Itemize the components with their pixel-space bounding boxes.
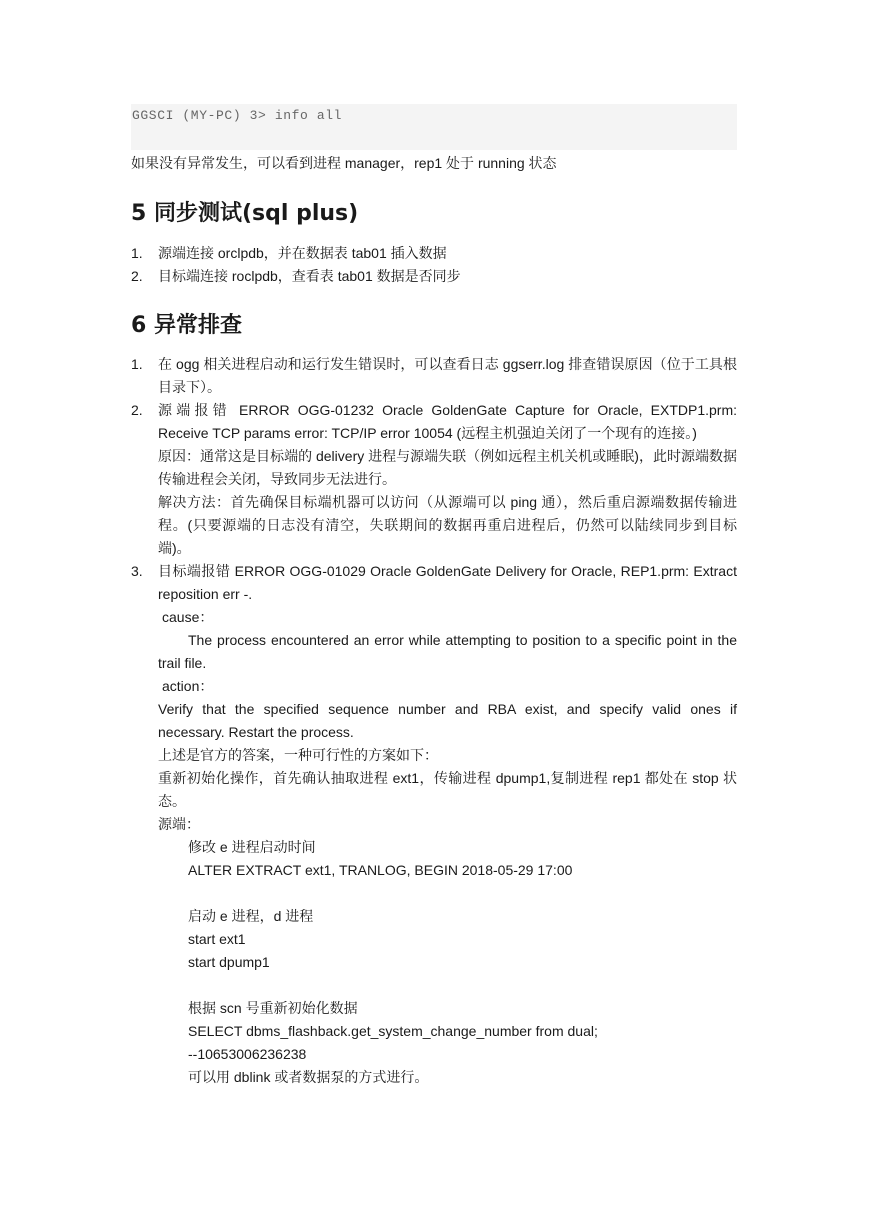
error-reason: 原因：通常这是目标端的 delivery 进程与源端失联（例如远程主机关机或睡眠)，此时源端数据传输进程会关闭，导致同步无法进行。 <box>158 448 737 487</box>
error-message: 源端报错 ERROR OGG-01232 Oracle GoldenGate Capture for Oracle, EXTDP1.prm: Receive TCP params error: TCP/IP error 10054 (远程主机强迫关闭了一个现有的连接。) <box>158 402 737 441</box>
list-item <box>131 399 737 560</box>
command-line: start dpump1 <box>188 954 270 970</box>
scn-value: --10653006236238 <box>188 1046 307 1062</box>
blank-line <box>188 882 737 905</box>
list-item-text: 目标端连接 roclpdb，查看表 tab01 数据是否同步 <box>158 268 461 284</box>
list-item <box>131 560 737 1089</box>
cause-text: The process encountered an error while attempting to position to a specific point in the trail file. <box>158 632 737 671</box>
reinit-text: 重新初始化操作，首先确认抽取进程 ext1，传输进程 dpump1,复制进程 rep1 都处在 stop 状态。 <box>158 770 737 809</box>
list-item-text: 源端连接 orclpdb，并在数据表 tab01 插入数据 <box>158 245 447 261</box>
dblink-note: 可以用 dblink 或者数据泵的方式进行。 <box>188 1069 429 1085</box>
command-line: ALTER EXTRACT ext1, TRANLOG, BEGIN 2018-05-29 17:00 <box>188 862 573 878</box>
troubleshooting-list <box>131 353 737 1089</box>
section-heading-troubleshooting: 6 异常排查 <box>131 313 242 338</box>
section-heading-sync-test: 5 同步测试(sql plus) <box>131 201 359 226</box>
list-item-text: 在 ogg 相关进程启动和运行发生错误时，可以查看日志 ggserr.log 排查错误原因（位于工具根目录下）。 <box>158 356 737 395</box>
cause-label: cause： <box>162 609 214 625</box>
list-item <box>131 265 737 288</box>
official-note: 上述是官方的答案，一种可行性的方案如下： <box>158 747 438 763</box>
list-number: 2. <box>131 268 143 284</box>
source-steps <box>158 836 737 1089</box>
step-title: 根据 scn 号重新初始化数据 <box>188 1000 358 1016</box>
list-number: 3. <box>131 563 143 579</box>
intro-paragraph: 如果没有异常发生，可以看到进程 manager，rep1 处于 running 状态 <box>131 155 557 171</box>
code-line: GGSCI (MY-PC) 3> info all <box>132 108 343 123</box>
sync-test-list <box>131 242 737 288</box>
action-label: action： <box>162 678 214 694</box>
error-solution: 解决方法：首先确保目标端机器可以访问（从源端可以 ping 通），然后重启源端数据传输进程。(只要源端的日志没有清空，失联期间的数据再重启进程后，仍然可以陆续同步到目标端)。 <box>158 494 737 556</box>
error-message: 目标端报错 ERROR OGG-01029 Oracle GoldenGate Delivery for Oracle, REP1.prm: Extract reposition err -. <box>158 563 737 602</box>
list-item <box>131 242 737 265</box>
list-number: 1. <box>131 356 143 372</box>
list-number: 2. <box>131 402 143 418</box>
action-text: Verify that the specified sequence number and RBA exist, and specify valid ones if necessary. Restart the process. <box>158 701 737 740</box>
step-title: 启动 e 进程，d 进程 <box>188 908 314 924</box>
step-title: 修改 e 进程启动时间 <box>188 839 316 855</box>
source-label: 源端： <box>158 816 200 832</box>
code-block <box>131 104 737 150</box>
command-line: start ext1 <box>188 931 246 947</box>
document-page <box>131 104 737 1089</box>
list-number: 1. <box>131 245 143 261</box>
blank-line <box>188 974 737 997</box>
command-line: SELECT dbms_flashback.get_system_change_number from dual; <box>188 1023 598 1039</box>
list-item <box>131 353 737 399</box>
